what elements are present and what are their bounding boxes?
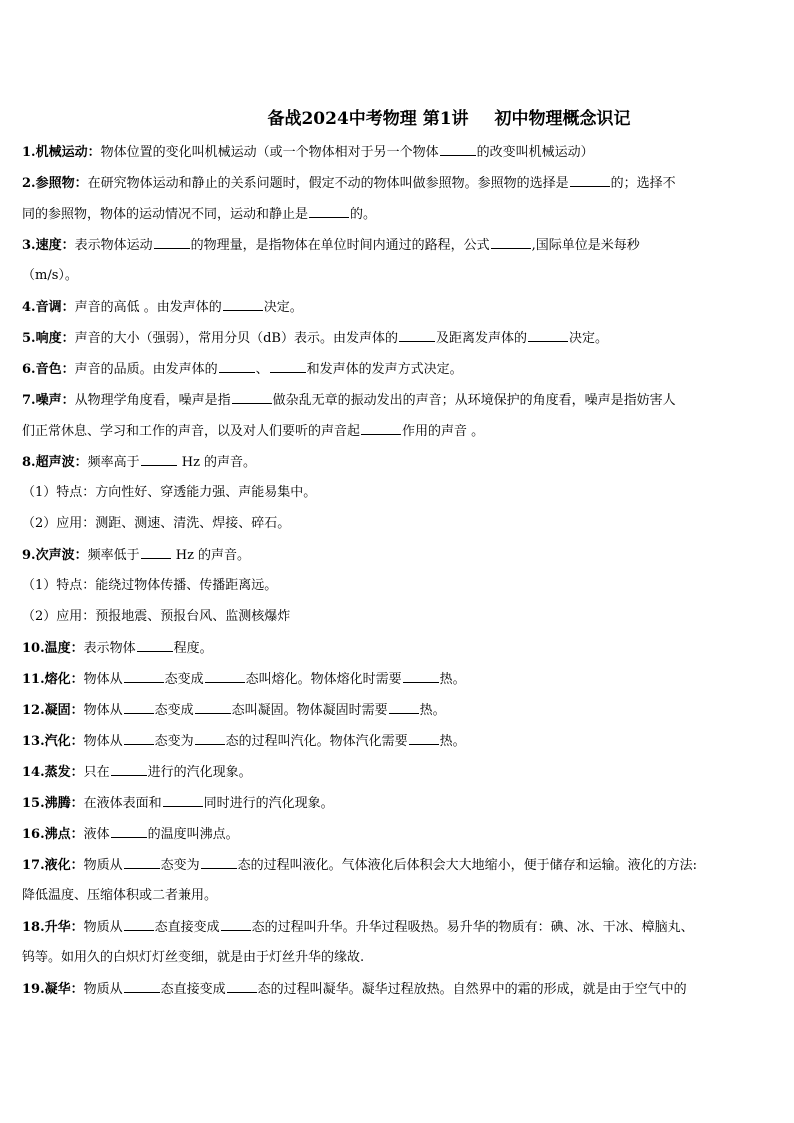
fill-blank — [124, 854, 160, 869]
item-9-application: （2）应用：预报地震、预报台风、监测核爆炸 — [22, 609, 291, 624]
item-8: 8.超声波：频率高于 Hz 的声音。 — [22, 451, 774, 482]
item-18: 18.升华：物质从 态直接变成 态的过程叫升华。升华过程吸热。易升华的物质有：碘、冰、干冰、樟脑丸、 — [22, 916, 774, 947]
fill-blank — [389, 699, 419, 714]
term-label: 4.音调： — [22, 300, 75, 315]
item-6: 6.音色：声音的品质。由发声体的 、 和发声体的发声方式决定。 — [22, 358, 774, 389]
term-label: 12.凝固： — [22, 703, 84, 718]
item-7: 7.噪声：从物理学角度看，噪声是指 做杂乱无章的振动发出的声音；从环境保护的角度看，噪声是指妨害人 — [22, 389, 774, 420]
item-2-cont: 同的参照物，物体的运动情况不同，运动和静止是 的。 — [22, 203, 774, 234]
fill-blank — [403, 668, 439, 683]
fill-blank — [111, 823, 147, 838]
term-label: 5.响度： — [22, 331, 75, 346]
fill-blank — [124, 916, 154, 931]
term-label: 17.液化： — [22, 858, 84, 873]
term-label: 15.沸腾： — [22, 796, 84, 811]
term-label: 7.噪声： — [22, 393, 75, 408]
term-label: 3.速度： — [22, 238, 75, 253]
item-4: 4.音调：声音的高低 。由发声体的 决定。 — [22, 296, 774, 327]
title-part-1: 备战2024中考物理 第1讲 — [267, 109, 469, 129]
fill-blank — [570, 172, 610, 187]
item-14: 14.蒸发：只在 进行的汽化现象。 — [22, 761, 774, 792]
item-15: 15.沸腾：在液体表面和 同时进行的汽化现象。 — [22, 792, 774, 823]
fill-blank — [528, 327, 568, 342]
item-10: 10.温度：表示物体 程度。 — [22, 637, 774, 668]
fill-blank — [399, 327, 435, 342]
fill-blank — [124, 730, 154, 745]
item-18-cont: 钨等。如用久的白炽灯灯丝变细，就是由于灯丝升华的缘故. — [22, 950, 365, 965]
fill-blank — [440, 141, 476, 156]
item-19: 19.凝华：物质从 态直接变成 态的过程叫凝华。凝华过程放热。自然界中的霜的形成，就是由于空气中的 — [22, 978, 774, 1009]
title-part-2: 初中物理概念识记 — [494, 109, 631, 129]
fill-blank — [221, 916, 251, 931]
item-17-cont: 降低温度、压缩体积或二者兼用。 — [22, 888, 218, 903]
term-label: 13.汽化： — [22, 734, 84, 749]
item-2: 2.参照物：在研究物体运动和静止的关系问题时，假定不动的物体叫做参照物。参照物的选择是 的；选择不 — [22, 172, 774, 203]
fill-blank — [124, 699, 154, 714]
term-label: 16.沸点： — [22, 827, 84, 842]
term-label: 10.温度： — [22, 641, 84, 656]
item-5: 5.响度：声音的大小（强弱），常用分贝（dB）表示。由发声体的 及距离发声体的 决定。 — [22, 327, 774, 358]
fill-blank — [270, 358, 306, 373]
fill-blank — [205, 668, 245, 683]
fill-blank — [137, 637, 173, 652]
item-13: 13.汽化：物体从 态变为 态的过程叫汽化。物体汽化需要 热。 — [22, 730, 774, 761]
fill-blank — [124, 978, 160, 993]
fill-blank — [223, 296, 263, 311]
item-17: 17.液化：物质从 态变为 态的过程叫液化。气体液化后体积会大大地缩小，便于储存和运输。液化的方法: — [22, 854, 774, 885]
fill-blank — [154, 234, 190, 249]
term-label: 1.机械运动： — [22, 145, 101, 160]
fill-blank — [232, 389, 272, 404]
concept-list — [22, 141, 774, 1009]
item-9-feature: （1）特点：能绕过物体传播、传播距离远。 — [22, 578, 278, 593]
term-label: 19.凝华： — [22, 982, 84, 997]
fill-blank — [163, 792, 203, 807]
term-label: 18.升华： — [22, 920, 84, 935]
page-title — [0, 104, 794, 129]
item-3: 3.速度：表示物体运动 的物理量，是指物体在单位时间内通过的路程，公式 ,国际单位是米每秒 — [22, 234, 774, 265]
fill-blank — [227, 978, 257, 993]
item-3-cont: （m/s）。 — [22, 268, 78, 283]
term-label: 11.熔化： — [22, 672, 84, 687]
item-7-cont: 们正常休息、学习和工作的声音，以及对人们要听的声音起 作用的声音 。 — [22, 420, 774, 451]
fill-blank — [491, 234, 531, 249]
fill-blank — [141, 544, 171, 559]
term-label: 6.音色： — [22, 362, 75, 377]
item-9: 9.次声波：频率低于 Hz 的声音。 — [22, 544, 774, 575]
item-8-feature: （1）特点：方向性好、穿透能力强、声能易集中。 — [22, 485, 317, 500]
fill-blank — [141, 451, 177, 466]
item-8-application: （2）应用：测距、测速、清洗、焊接、碎石。 — [22, 516, 291, 531]
fill-blank — [219, 358, 255, 373]
fill-blank — [195, 730, 225, 745]
term-label: 8.超声波： — [22, 455, 88, 470]
fill-blank — [409, 730, 439, 745]
item-11: 11.熔化：物体从 态变成 态叫熔化。物体熔化时需要 热。 — [22, 668, 774, 699]
fill-blank — [195, 699, 231, 714]
item-12: 12.凝固：物体从 态变成 态叫凝固。物体凝固时需要 热。 — [22, 699, 774, 730]
term-label: 14.蒸发： — [22, 765, 84, 780]
term-label: 2.参照物： — [22, 176, 88, 191]
fill-blank — [111, 761, 147, 776]
term-label: 9.次声波： — [22, 548, 88, 563]
fill-blank — [309, 203, 349, 218]
fill-blank — [124, 668, 164, 683]
item-16: 16.沸点：液体 的温度叫沸点。 — [22, 823, 774, 854]
item-1: 1.机械运动：物体位置的变化叫机械运动（或一个物体相对于另一个物体 的改变叫机械运动） — [22, 141, 774, 172]
fill-blank — [201, 854, 237, 869]
fill-blank — [361, 420, 401, 435]
